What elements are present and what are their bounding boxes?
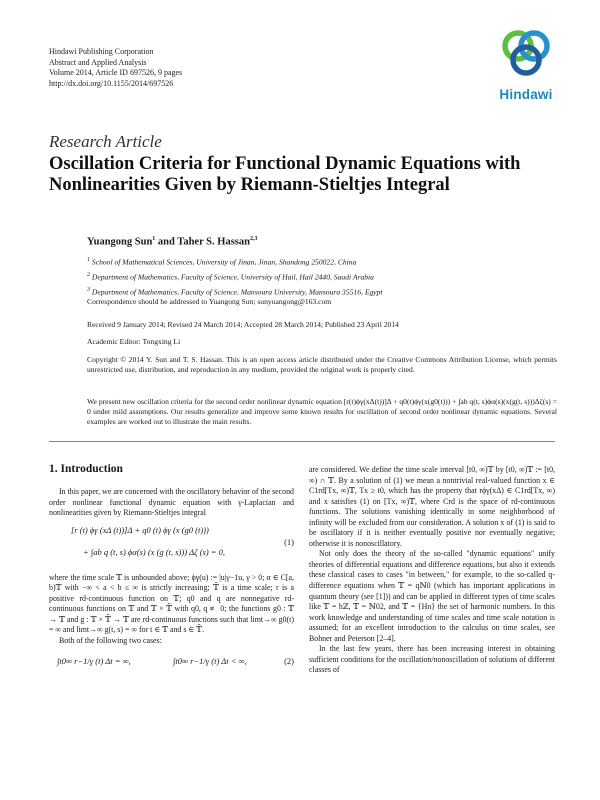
intro-paragraph-2: where the time scale 𝕋 is unbounded above; ϕγ(u) := |u|γ−1u, γ > 0; α ∈ C[a, b)𝕋 with −∞ < a < b ≤ ∞ is strictly increasing; 𝕋̃ is a time scale; r is a positive rd-continuous function on 𝕋; q0 and q are nonnegative rd-continuous functions on 𝕋 and 𝕋 × 𝕋̃ with q0, q ≢ 0; the functions g0 : 𝕋 → 𝕋 and g : 𝕋 × 𝕋̃ → 𝕋 are rd-continuous functions such that limt→∞ g0(t) = ∞ and limt→∞ g(t, s) = ∞ for t ∈ 𝕋 and s ∈ 𝕋̃. (49, 572, 294, 635)
affiliations (87, 254, 557, 299)
journal-name: Abstract and Applied Analysis (49, 57, 147, 67)
correspondence: Correspondence should be addressed to Yuangong Sun; sunyuangong@163.com (87, 297, 332, 306)
hindawi-logo (496, 28, 556, 102)
volume-line: Volume 2014, Article ID 697526, 9 pages (49, 68, 183, 77)
equation-2-right: ∫t0∞ r−1/γ (t) Δt < ∞, (173, 656, 247, 667)
author-1: Yuangong Sun (87, 236, 153, 248)
equation-1-number: (1) (284, 536, 294, 547)
right-paragraph-2: Not only does the theory of the so-called "dynamic equations" unify theories of differential equations and difference equations, but also it extends these classical cases to cases "in between," for example, to the so-called q-difference equations when 𝕋 = qℕ0 (which has important applications in quantum theory (see [1])) and can be applied in different types of time scales like 𝕋 = hℤ, 𝕋 = ℕ02, and 𝕋 = {Hn} the set of harmonic numbers. In this work knowledge and understanding of time scales and time scale notation is assumed; for an excellent introduction to the calculus on time scales, see Bohner and Peterson [2–4]. (309, 549, 555, 643)
publication-dates: Received 9 January 2014; Revised 24 March 2014; Accepted 28 March 2014; Published 23 April 2014 (87, 320, 399, 329)
right-paragraph-1: are considered. We define the time scale interval [t0, ∞)𝕋 by [t0, ∞)𝕋 := [t0, ∞) ∩ 𝕋. By a solution of (1) we mean a nontrivial real-valued function x ∈ C1rd[Tx, ∞)𝕋, Tx ≥ t0, which has the property that rϕγ(xΔ) ∈ C1rd[Tx, ∞) and x satisfies (1) on [Tx, ∞)𝕋, where Crd is the space of rd-continuous functions. The solutions vanishing identically in some neighborhood of infinity will be excluded from our consideration. A solution x of (1) is said to be oscillatory if it is neither eventually positive nor eventually negative; otherwise it is nonoscillatory. (309, 465, 555, 548)
section-heading: 1. Introduction (49, 463, 123, 475)
author-2: Taher S. Hassan (177, 236, 250, 248)
intro-paragraph-3: Both of the following two cases: (59, 635, 162, 645)
paper-title: Oscillation Criteria for Functional Dynamic Equations with Nonlinearities Given by Riemann-Stieltjes Integral (49, 154, 521, 195)
abstract: We present new oscillation criteria for the second order nonlinear dynamic equation [r(t)ϕγ(xΔ(t))]Δ + q0(t)ϕγ(x(g0(t))) + ∫ab q(t, s)ϕα(s)(x(g(t, s)))Δζ(s) = 0 under mild assumptions. Our results generalize and improve some known results for oscillation of second order nonlinear dynamic equations. Several examples are worked out to illustrate the main results. (87, 397, 557, 427)
equation-2-left: ∫t0∞ r−1/γ (t) Δt = ∞, (57, 656, 131, 667)
equation-2 (49, 654, 294, 676)
equation-1-line-2: + ∫ab q (t, s) ϕα(s) (x (g (t, s))) Δζ (s) = 0, (83, 546, 226, 557)
author-2-sup: 2,3 (249, 236, 258, 242)
affiliation-1: $^1$ School of Mathematical Sciences, University of Jinan, Jinan, Shandong 250022, China (87, 257, 357, 267)
right-column (309, 465, 555, 676)
affiliation-2: $^2$ Department of Mathematics, Faculty of Science, University of Hail, Hail 2440, Saudi Arabia (87, 272, 374, 282)
author-conj: and (155, 236, 178, 248)
authors (87, 236, 257, 248)
doi-link[interactable]: http://dx.doi.org/10.1155/2014/697526 (49, 78, 174, 88)
left-column (49, 487, 294, 676)
article-type: Research Article (49, 132, 162, 151)
logo-text: Hindawi (499, 87, 553, 102)
academic-editor: Academic Editor: Tongxing Li (87, 337, 181, 346)
copyright-notice: Copyright © 2014 Y. Sun and T. S. Hassan. This is an open access article distributed under the Creative Commons Attribution License, which permits unrestricted use, distribution, and reproduction in any medium, provided the original work is properly cited. (87, 355, 557, 375)
publisher: Hindawi Publishing Corporation (49, 47, 154, 56)
hindawi-rings-icon (496, 28, 556, 84)
right-paragraph-3: In the last few years, there has been increasing interest in obtaining sufficient conditions for the oscillation/nonoscillation of solutions of different classes of (309, 644, 555, 675)
affiliation-3: $^3$ Department of Mathematics, Faculty of Science, Mansoura University, Mansoura 35516, Egypt (87, 287, 383, 297)
equation-2-number: (2) (284, 656, 294, 667)
journal-meta (49, 47, 182, 89)
equation-1 (49, 523, 294, 573)
author-1-sup: 1 (152, 236, 156, 242)
section-divider (49, 441, 555, 442)
intro-paragraph-1: In this paper, we are concerned with the oscillatory behavior of the second order nonlinear functional dynamic equation with γ-Laplacian and nonlinearities given by Riemann-Stieltjes integral (49, 487, 294, 518)
equation-1-line-1: [r (t) ϕγ (xΔ (t))]Δ + q0 (t) ϕγ (x (g0 (t))) (71, 524, 209, 535)
